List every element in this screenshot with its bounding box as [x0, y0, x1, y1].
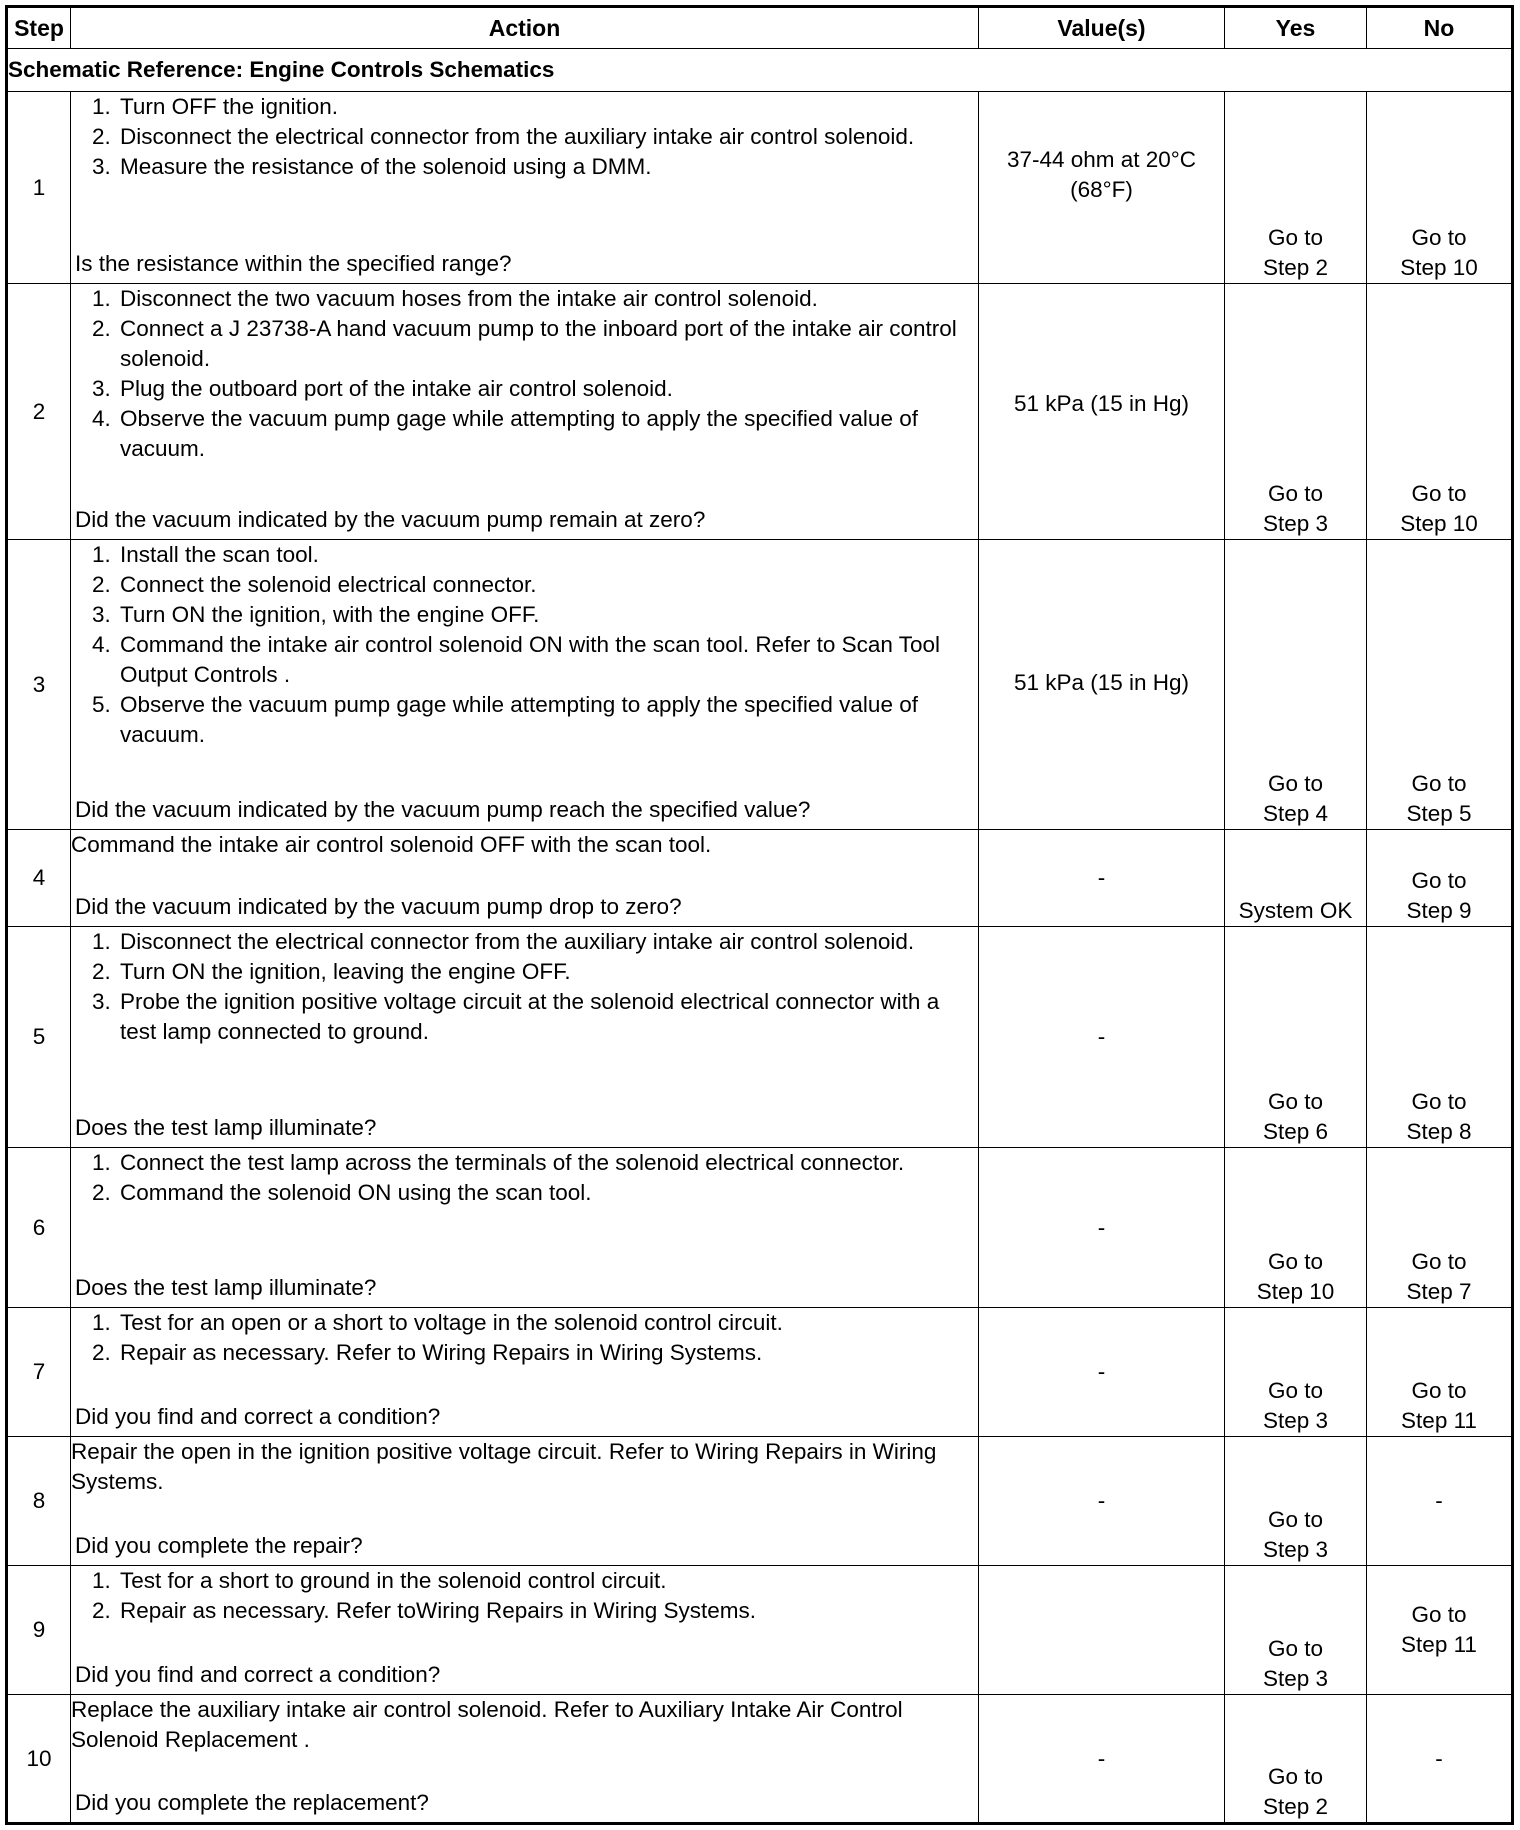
action-list [71, 1566, 978, 1626]
action-list [71, 1148, 978, 1208]
action-question: Does the test lamp illuminate? [75, 1275, 377, 1300]
step-number: 7 [7, 1308, 71, 1437]
action-item: 1. Disconnect the two vacuum hoses from the intake air control solenoid. [117, 284, 978, 314]
header-action: Action [71, 7, 979, 49]
value-cell [979, 92, 1225, 284]
action-list [71, 540, 978, 750]
value-text: - [1097, 1024, 1106, 1049]
table-row [7, 284, 1513, 540]
header-values: Value(s) [979, 7, 1225, 49]
no-text: - [1435, 1488, 1443, 1513]
no-text: Go to [1411, 1378, 1467, 1403]
yes-text: Go to [1267, 1636, 1324, 1661]
value-text: 37-44 ohm at 20°C [1006, 146, 1197, 172]
no-cell [1367, 92, 1513, 284]
step-number: 3 [7, 540, 71, 830]
action-cell [71, 1566, 979, 1695]
schematic-reference: Schematic Reference: Engine Controls Schematics [7, 49, 1513, 92]
action-cell [71, 1437, 979, 1566]
table-row [7, 1308, 1513, 1437]
action-question: Did you find and correct a condition? [75, 1662, 441, 1687]
value-text: (68°F) [1070, 176, 1133, 202]
no-text: Step 10 [1400, 255, 1478, 280]
value-cell [979, 1437, 1225, 1566]
no-text: Step 11 [1401, 1632, 1477, 1657]
action-list [71, 284, 978, 464]
no-cell [1367, 284, 1513, 540]
action-item: 2. Command the solenoid ON using the scan tool. [117, 1178, 978, 1208]
no-text: Go to [1411, 771, 1467, 796]
action-item: 2. Repair as necessary. Refer toWiring Repairs in Wiring Systems. [117, 1596, 978, 1626]
action-list [71, 927, 978, 1047]
no-text: Step 5 [1406, 801, 1472, 826]
yes-text: Step 2 [1262, 255, 1329, 280]
header-row [7, 7, 1513, 49]
action-text: Repair the open in the ignition positive voltage circuit. Refer to Wiring Repairs in Wiring Systems. [71, 1439, 937, 1494]
yes-text: System OK [1238, 898, 1353, 923]
no-text: Step 9 [1406, 898, 1472, 923]
table-row [7, 1566, 1513, 1695]
no-cell [1367, 927, 1513, 1148]
value-text: - [1097, 1745, 1106, 1771]
action-item: 2. Connect the solenoid electrical connector. [117, 570, 978, 600]
value-cell [979, 1148, 1225, 1308]
value-text: 51 kPa (15 in Hg) [1013, 390, 1190, 416]
action-question: Did you complete the repair? [75, 1533, 363, 1558]
action-cell [71, 1308, 979, 1437]
action-item: 1. Install the scan tool. [117, 540, 978, 570]
step-number: 8 [7, 1437, 71, 1566]
no-text: Step 11 [1401, 1408, 1477, 1433]
yes-text: Go to [1267, 1089, 1324, 1114]
action-item: 1. Connect the test lamp across the terminals of the solenoid electrical connector. [117, 1148, 978, 1178]
action-list [71, 1308, 978, 1368]
value-text: 51 kPa (15 in Hg) [1013, 669, 1190, 695]
no-text: Go to [1411, 225, 1467, 250]
yes-text: Step 4 [1262, 801, 1329, 826]
no-text: Go to [1411, 1602, 1467, 1627]
action-item: 3. Probe the ignition positive voltage circuit at the solenoid electrical connector with a test lamp connected to ground. [117, 987, 978, 1047]
no-cell [1367, 1566, 1513, 1695]
action-item: 3. Plug the outboard port of the intake air control solenoid. [117, 374, 978, 404]
yes-text: Step 3 [1262, 1666, 1329, 1691]
action-item: 1. Test for a short to ground in the solenoid control circuit. [117, 1566, 978, 1596]
no-text: - [1435, 1745, 1443, 1771]
yes-text: Go to [1267, 771, 1324, 796]
table-row [7, 830, 1513, 927]
action-cell [71, 540, 979, 830]
value-text: - [1097, 1214, 1106, 1240]
yes-cell [1225, 1148, 1367, 1308]
action-item: 2. Disconnect the electrical connector from the auxiliary intake air control solenoid. [117, 122, 978, 152]
table-row [7, 1695, 1513, 1824]
action-question: Did you find and correct a condition? [75, 1404, 441, 1429]
action-item: 3. Turn ON the ignition, with the engine OFF. [117, 600, 978, 630]
value-cell [979, 830, 1225, 927]
action-cell [71, 830, 979, 927]
action-question: Did the vacuum indicated by the vacuum pump reach the specified value? [75, 797, 811, 822]
action-question: Did the vacuum indicated by the vacuum pump drop to zero? [75, 894, 682, 919]
value-cell [979, 927, 1225, 1148]
no-cell [1367, 1437, 1513, 1566]
no-text: Go to [1411, 868, 1467, 893]
yes-cell [1225, 92, 1367, 284]
value-text: - [1097, 1359, 1106, 1384]
table-row [7, 927, 1513, 1148]
no-cell [1367, 1148, 1513, 1308]
yes-text: Go to [1267, 1507, 1324, 1532]
yes-cell [1225, 540, 1367, 830]
yes-text: Step 10 [1256, 1279, 1335, 1304]
header-no: No [1367, 7, 1513, 49]
no-text: Go to [1411, 1249, 1467, 1274]
action-item: 2. Turn ON the ignition, leaving the engine OFF. [117, 957, 978, 987]
no-text: Go to [1411, 1089, 1467, 1114]
step-number: 10 [7, 1695, 71, 1824]
value-cell [979, 1308, 1225, 1437]
yes-text: Go to [1267, 225, 1324, 250]
action-item: 4. Command the intake air control solenoid ON with the scan tool. Refer to Scan Tool Output Controls . [117, 630, 978, 690]
yes-text: Go to [1267, 1764, 1324, 1789]
no-cell [1367, 540, 1513, 830]
yes-text: Step 2 [1262, 1794, 1329, 1819]
no-cell [1367, 830, 1513, 927]
yes-cell [1225, 1566, 1367, 1695]
yes-text: Go to [1267, 1378, 1324, 1403]
step-number: 9 [7, 1566, 71, 1695]
step-number: 6 [7, 1148, 71, 1308]
table-row [7, 92, 1513, 284]
no-cell [1367, 1695, 1513, 1824]
yes-text: Go to [1267, 481, 1324, 506]
value-cell [979, 1695, 1225, 1824]
action-cell [71, 1148, 979, 1308]
step-number: 4 [7, 830, 71, 927]
table-row [7, 1437, 1513, 1566]
action-item: 3. Measure the resistance of the solenoid using a DMM. [117, 152, 978, 182]
yes-cell [1225, 927, 1367, 1148]
action-item: 2. Connect a J 23738-A hand vacuum pump to the inboard port of the intake air control solenoid. [117, 314, 978, 374]
yes-cell [1225, 1695, 1367, 1824]
no-text: Step 7 [1406, 1279, 1472, 1304]
yes-text: Step 3 [1262, 511, 1329, 536]
value-text: - [1097, 1488, 1106, 1513]
action-item: 2. Repair as necessary. Refer to Wiring Repairs in Wiring Systems. [117, 1338, 978, 1368]
yes-cell [1225, 1437, 1367, 1566]
action-cell [71, 92, 979, 284]
table-row [7, 1148, 1513, 1308]
value-cell [979, 284, 1225, 540]
action-list [71, 92, 978, 182]
action-text: Replace the auxiliary intake air control solenoid. Refer to Auxiliary Intake Air Control Solenoid Replacement . [71, 1697, 903, 1752]
value-cell [979, 540, 1225, 830]
action-question: Is the resistance within the specified range? [75, 251, 512, 276]
yes-text: Go to [1267, 1249, 1324, 1274]
action-item: 4. Observe the vacuum pump gage while attempting to apply the specified value of vacuum. [117, 404, 978, 464]
header-step: Step [7, 7, 71, 49]
yes-cell [1225, 284, 1367, 540]
action-text: Command the intake air control solenoid OFF with the scan tool. [71, 832, 712, 857]
step-number: 1 [7, 92, 71, 284]
action-question: Does the test lamp illuminate? [75, 1115, 377, 1140]
yes-text: Step 3 [1262, 1537, 1329, 1562]
no-text: Step 8 [1406, 1119, 1472, 1144]
diagnostic-table [5, 5, 1514, 1825]
action-cell [71, 1695, 979, 1824]
action-item: 1. Turn OFF the ignition. [117, 92, 978, 122]
value-cell [979, 1566, 1225, 1695]
no-cell [1367, 1308, 1513, 1437]
schematic-reference-row [7, 49, 1513, 92]
value-text: - [1097, 865, 1106, 890]
yes-text: Step 3 [1262, 1408, 1329, 1433]
action-item: 1. Disconnect the electrical connector from the auxiliary intake air control solenoid. [117, 927, 978, 957]
action-item: 1. Test for an open or a short to voltage in the solenoid control circuit. [117, 1308, 978, 1338]
yes-text: Step 6 [1262, 1119, 1329, 1144]
action-cell [71, 284, 979, 540]
step-number: 5 [7, 927, 71, 1148]
action-question: Did the vacuum indicated by the vacuum pump remain at zero? [75, 507, 706, 532]
header-yes: Yes [1225, 7, 1367, 49]
action-item: 5. Observe the vacuum pump gage while attempting to apply the specified value of vacuum. [117, 690, 978, 750]
table-row [7, 540, 1513, 830]
no-text: Step 10 [1400, 511, 1478, 536]
action-question: Did you complete the replacement? [75, 1790, 429, 1815]
action-cell [71, 927, 979, 1148]
yes-cell [1225, 1308, 1367, 1437]
no-text: Go to [1411, 481, 1467, 506]
step-number: 2 [7, 284, 71, 540]
yes-cell [1225, 830, 1367, 927]
